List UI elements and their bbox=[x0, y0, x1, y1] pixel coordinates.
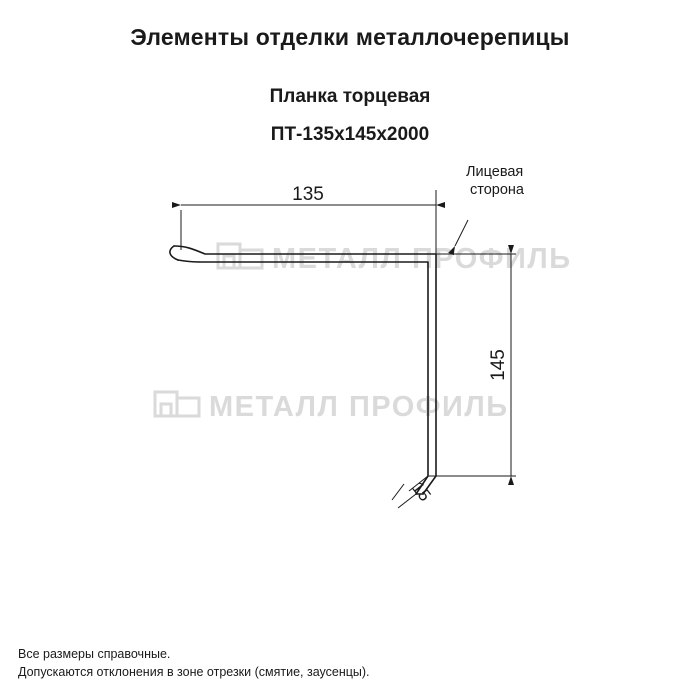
profile-outline bbox=[170, 246, 436, 494]
svg-text:МЕТАЛЛ ПРОФИЛЬ: МЕТАЛЛ ПРОФИЛЬ bbox=[209, 391, 509, 423]
product-code: ПТ-135х145х2000 bbox=[270, 124, 430, 145]
footnote-line-2: Допускаются отклонения в зоне отрезки (смятие, заусенцы). bbox=[18, 665, 370, 680]
footnotes bbox=[18, 645, 370, 683]
face-side-label-line2: сторона bbox=[470, 182, 524, 198]
technical-drawing bbox=[0, 150, 700, 580]
dimension-width-label: 135 bbox=[292, 184, 324, 205]
face-side-leader bbox=[455, 220, 468, 246]
footnote-line-1: Все размеры справочные. bbox=[18, 646, 171, 661]
page-title: Элементы отделки металлочерепицы bbox=[130, 24, 570, 50]
dimension-height-label: 145 bbox=[488, 349, 509, 381]
svg-text:МЕТАЛЛ ПРОФИЛЬ: МЕТАЛЛ ПРОФИЛЬ bbox=[272, 243, 572, 275]
product-name: Планка торцевая bbox=[269, 86, 431, 107]
face-side-label-line1: Лицевая bbox=[466, 164, 524, 180]
dimension-lip-label: 15 bbox=[408, 478, 435, 505]
